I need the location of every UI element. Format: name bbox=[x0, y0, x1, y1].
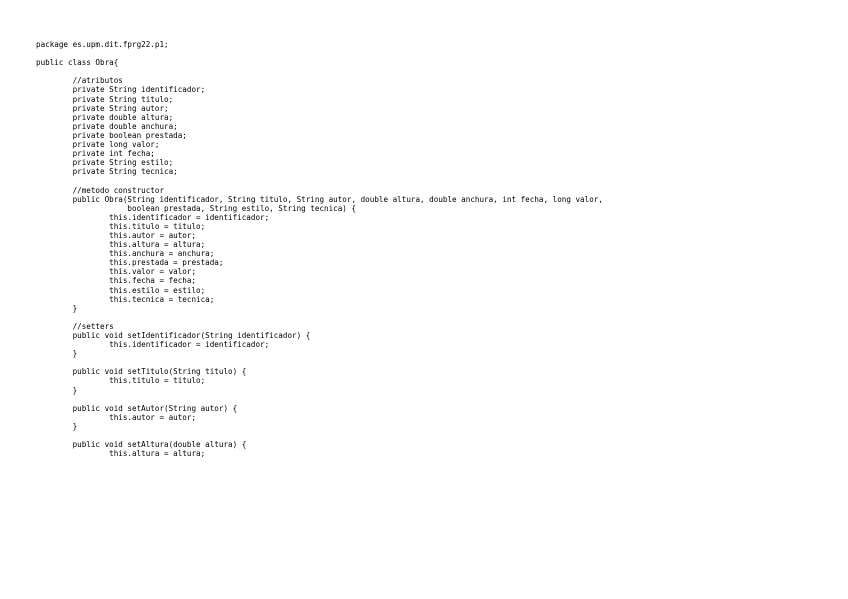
code-line: //setters bbox=[36, 321, 114, 331]
code-line: this.identificador = identificador; bbox=[36, 340, 270, 350]
code-line: private boolean prestada; bbox=[36, 130, 187, 140]
code-line: package es.upm.dit.fprg22.p1; bbox=[36, 40, 169, 49]
code-listing bbox=[36, 40, 603, 458]
code-line: public void setIdentificador(String identificador) { bbox=[36, 331, 311, 340]
code-line: this.valor = valor; bbox=[36, 267, 197, 277]
code-line: this.altura = altura; bbox=[36, 240, 206, 250]
code-line: private String estilo; bbox=[36, 158, 174, 168]
code-line: } bbox=[36, 421, 78, 431]
code-line bbox=[36, 176, 603, 185]
code-line: public void setAutor(String autor) { bbox=[36, 403, 238, 413]
code-line: this.titulo = titulo; bbox=[36, 221, 206, 231]
code-line: public void setAltura(double altura) { bbox=[36, 440, 247, 450]
code-line: this.fecha = fecha; bbox=[36, 276, 197, 286]
code-line: this.titulo = titulo; bbox=[36, 376, 206, 386]
code-line bbox=[36, 67, 603, 76]
code-line bbox=[36, 313, 603, 322]
code-line bbox=[36, 358, 603, 367]
code-line: //atributos bbox=[36, 76, 123, 86]
code-line: this.autor = autor; bbox=[36, 230, 197, 240]
code-line: public class Obra{ bbox=[36, 58, 119, 68]
code-line: this.identificador = identificador; bbox=[36, 212, 270, 222]
code-line: } bbox=[36, 385, 78, 395]
code-line: } bbox=[36, 349, 78, 359]
code-line: private double altura; bbox=[36, 112, 174, 122]
code-line: public Obra(String identificador, String titulo, String autor, double altura, double anchura, int fecha, long valor, bbox=[36, 194, 603, 204]
code-line: public void setTitulo(String titulo) { bbox=[36, 367, 247, 377]
code-line: private String autor; bbox=[36, 103, 169, 113]
code-line: private double anchura; bbox=[36, 121, 178, 131]
code-line: private String tecnica; bbox=[36, 167, 178, 177]
code-line: boolean prestada, String estilo, String tecnica) { bbox=[36, 203, 357, 213]
code-line: } bbox=[36, 303, 78, 313]
code-line: this.altura = altura; bbox=[36, 449, 206, 459]
code-line: private long valor; bbox=[36, 140, 160, 150]
code-line: this.estilo = estilo; bbox=[36, 285, 206, 295]
code-line: this.autor = autor; bbox=[36, 412, 197, 422]
code-line: private int fecha; bbox=[36, 149, 155, 159]
code-line bbox=[36, 49, 603, 58]
code-line: this.anchura = anchura; bbox=[36, 249, 215, 259]
code-line: //metodo constructor bbox=[36, 185, 165, 195]
code-line bbox=[36, 431, 603, 440]
code-line: private String identificador; bbox=[36, 85, 206, 95]
code-line: private String titulo; bbox=[36, 94, 174, 104]
code-line: this.tecnica = tecnica; bbox=[36, 294, 215, 304]
code-line: this.prestada = prestada; bbox=[36, 258, 224, 268]
code-line bbox=[36, 395, 603, 404]
